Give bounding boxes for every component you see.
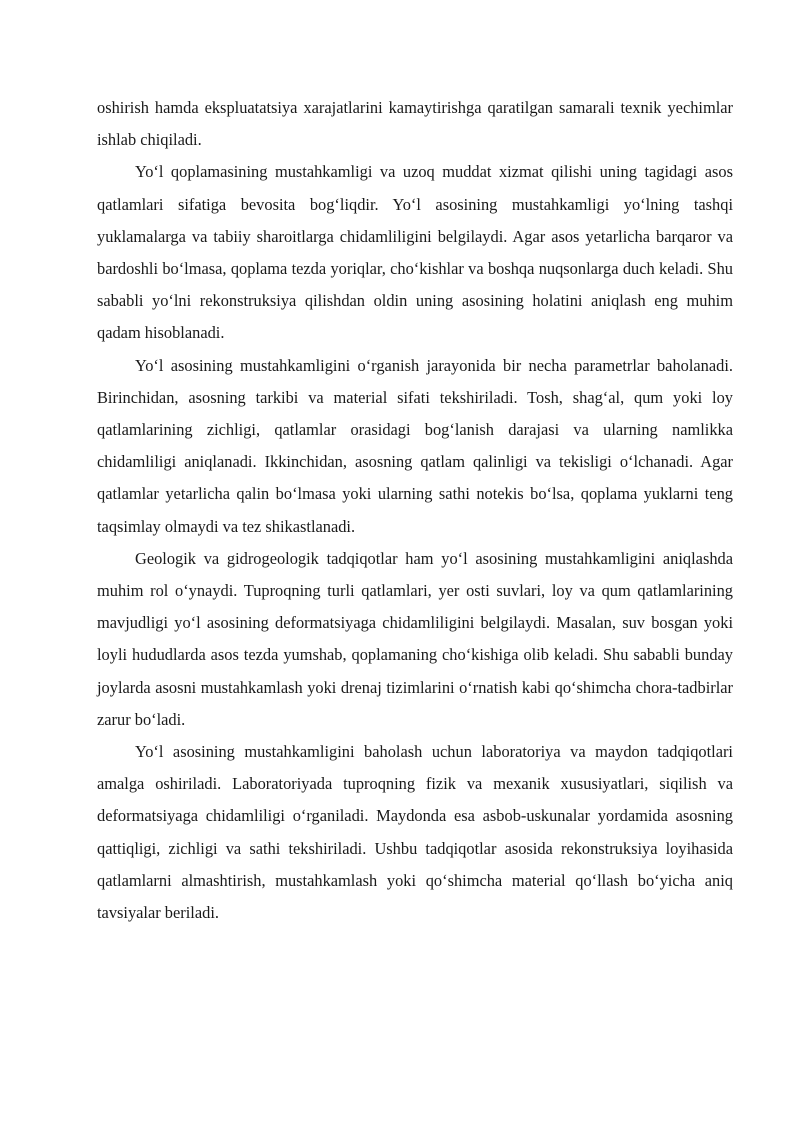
paragraph-continuation: oshirish hamda ekspluatatsiya xarajatlarini kamaytirishga qaratilgan samarali texnik yechimlar ishlab chiqiladi. <box>97 98 733 150</box>
paragraph-geological-research: Geologik va gidrogeologik tadqiqotlar ham yo‘l asosining mustahkamligini aniqlashda muhim rol o‘ynaydi. Tuproqning turli qatlamlari, yer osti suvlari, loy va qum qatlamlarining mavjudligi yo‘l asosining deformatsiyaga chidamliligini belgilaydi. Masalan, suv bosgan yoki loyli hududlarda asos tezda yumshab, qoplamaning cho‘kishiga olib keladi. Shu sababli bunday joylarda asosni mustahkamlash yoki drenaj tizimlarini o‘rnatish kabi qo‘shimcha chora-tadbirlar zarur bo‘ladi. <box>97 548 733 729</box>
document-page <box>97 92 733 929</box>
paragraph-road-base-quality: Yo‘l qoplamasining mustahkamligi va uzoq muddat xizmat qilishi uning tagidagi asos qatlamlari sifatiga bevosita bog‘liqdir. Yo‘l asosining mustahkamligi yo‘lning tashqi yuklamalarga va tabiiy sharoitlarga chidamliligini belgilaydi. Agar asos yetarlicha barqaror va bardoshli bo‘lmasa, qoplama tezda yoriqlar, cho‘kishlar va boshqa nuqsonlarga duch keladi. Shu sababli yo‘lni rekonstruksiya qilishdan oldin uning asosining holatini aniqlash eng muhim qadam hisoblanadi. <box>97 162 733 343</box>
paragraph-strength-parameters: Yo‘l asosining mustahkamligini o‘rganish jarayonida bir necha parametrlar baholanadi. Birinchidan, asosning tarkibi va material sifati tekshiriladi. Tosh, shag‘al, qum yoki loy qatlamlarining zichligi, qatlamlar orasidagi bog‘lanish darajasi va ularning namlikka chidamliligi aniqlanadi. Ikkinchidan, asosning qatlam qalinligi va tekisligi o‘lchanadi. Agar qatlamlar yetarlicha qalin bo‘lmasa yoki ularning sathi notekis bo‘lsa, qoplama yuklarni teng taqsimlay olmaydi va tez shikastlanadi. <box>97 355 733 536</box>
paragraph-laboratory-field-tests: Yo‘l asosining mustahkamligini baholash uchun laboratoriya va maydon tadqiqotlari amalga oshiriladi. Laboratoriyada tuproqning fizik va mexanik xususiyatlari, siqilish va deformatsiyaga chidamliligi o‘rganiladi. Maydonda esa asbob-uskunalar yordamida asosning qattiqligi, zichligi va sathi tekshiriladi. Ushbu tadqiqotlar asosida rekonstruksiya loyihasida qatlamlarni almashtirish, mustahkamlash yoki qo‘shimcha material qo‘llash bo‘yicha aniq tavsiyalar beriladi. <box>97 742 733 923</box>
